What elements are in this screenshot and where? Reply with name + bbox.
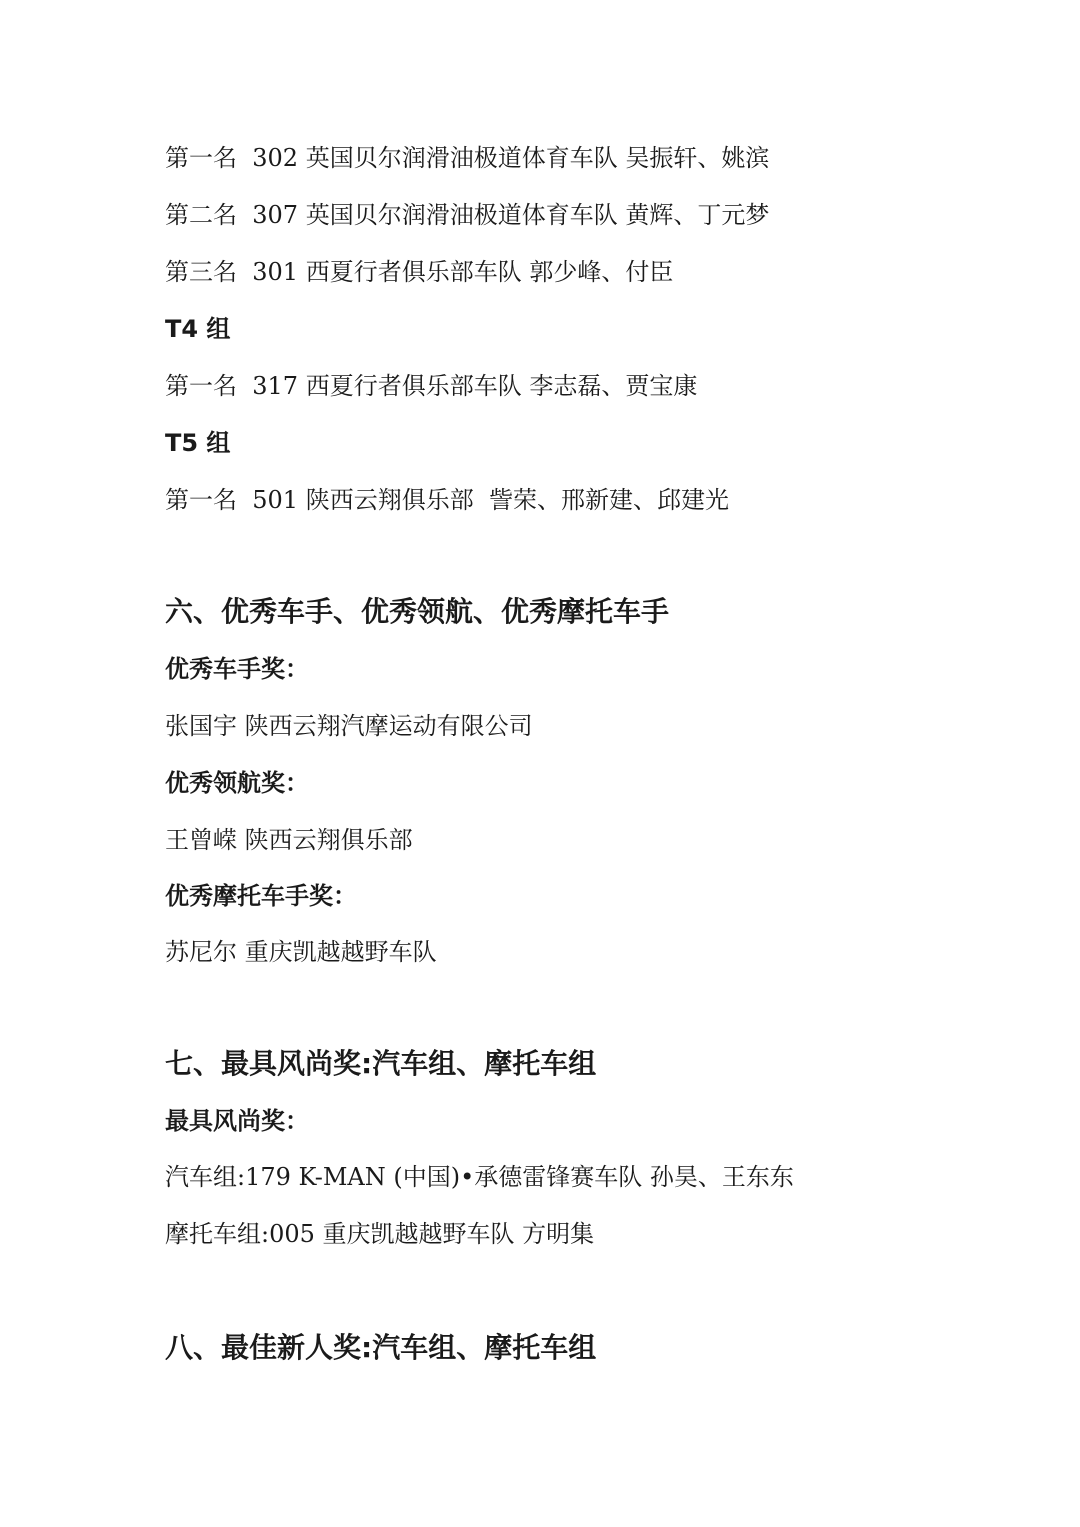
section-heading-6: 六、优秀车手、优秀领航、优秀摩托车手 — [165, 595, 670, 628]
award-winner-style-moto: 摩托车组:005 重庆凯越越野车队 方明集 — [165, 1220, 595, 1248]
result-line-t4-first: 第一名 317 西夏行者俱乐部车队 李志磊、贾宝康 — [165, 372, 698, 400]
result-line-third-301: 第三名 301 西夏行者俱乐部车队 郭少峰、付臣 — [165, 258, 674, 286]
award-title-best-moto-rider: 优秀摩托车手奖： — [165, 882, 357, 910]
award-winner-best-moto-rider: 苏尼尔 重庆凯越越野车队 — [165, 938, 437, 966]
result-line-first-302: 第一名 302 英国贝尔润滑油极道体育车队 吴振轩、姚滨 — [165, 144, 770, 172]
award-title-style: 最具风尚奖： — [165, 1107, 309, 1135]
award-winner-style-car: 汽车组:179 K-MAN (中国)•承德雷锋赛车队 孙昊、王东东 — [165, 1163, 794, 1191]
award-winner-best-driver: 张国宇 陕西云翔汽摩运动有限公司 — [165, 712, 533, 740]
result-line-second-307: 第二名 307 英国贝尔润滑油极道体育车队 黄辉、丁元梦 — [165, 201, 770, 229]
award-title-best-driver: 优秀车手奖： — [165, 655, 309, 683]
section-heading-7: 七、最具风尚奖:汽车组、摩托车组 — [165, 1047, 597, 1080]
section-heading-8: 八、最佳新人奖:汽车组、摩托车组 — [165, 1331, 597, 1364]
award-title-best-navigator: 优秀领航奖： — [165, 769, 309, 797]
award-winner-best-navigator: 王曾嵘 陕西云翔俱乐部 — [165, 826, 413, 854]
group-heading-t5: T5 组 — [165, 429, 231, 457]
group-heading-t4: T4 组 — [165, 315, 231, 343]
result-line-t5-first: 第一名 501 陕西云翔俱乐部 訾荣、邢新建、邱建光 — [165, 486, 729, 514]
